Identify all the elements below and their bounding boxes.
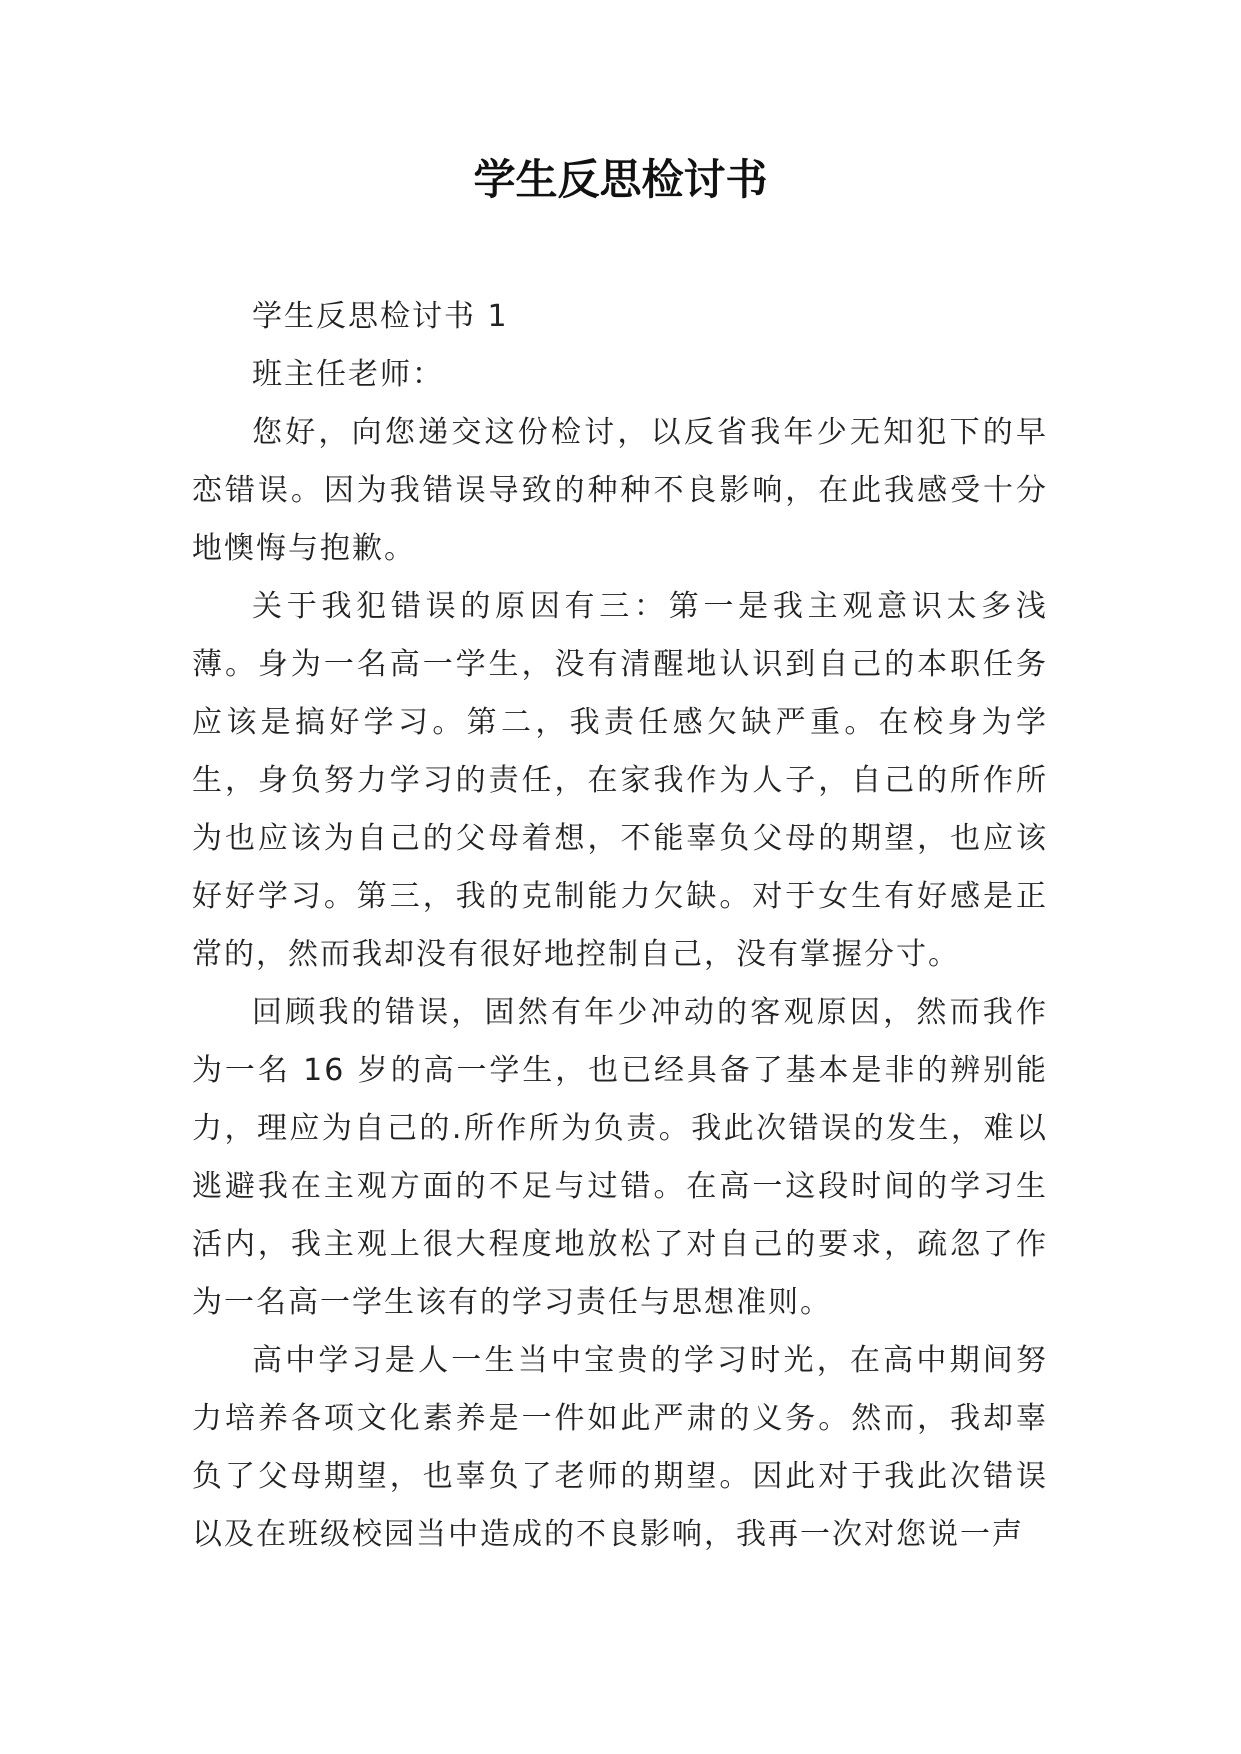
salutation: 班主任老师：	[252, 357, 444, 392]
body-paragraph: 回顾我的错误，固然有年少冲动的客观原因，然而我作为一名 16 岁的高一学生，也已经具备了基本是非的辨别能力，理应为自己的.所作所为负责。我此次错误的发生，难以逃避我在主观方面的不足与过错。在高一这段时间的学习生活内，我主观上很大程度地放松了对自己的要求，疏忽了作为一名高一学生该有的学习责任与思想准则。	[192, 995, 1048, 1320]
body-paragraph: 关于我犯错误的原因有三：第一是我主观意识太多浅薄。身为一名高一学生，没有清醒地认识到自己的本职任务应该是搞好学习。第二，我责任感欠缺严重。在校身为学生，身负努力学习的责任，在家我作为人子，自己的所作所为也应该为自己的父母着想，不能辜负父母的期望，也应该好好学习。第三，我的克制能力欠缺。对于女生有好感是正常的，然而我却没有很好地控制自己，没有掌握分寸。	[192, 589, 1048, 972]
body-paragraph: 高中学习是人一生当中宝贵的学习时光，在高中期间努力培养各项文化素养是一件如此严肃的义务。然而，我却辜负了父母期望，也辜负了老师的期望。因此对于我此次错误以及在班级校园当中造成的不良影响，我再一次对您说一声	[192, 1343, 1048, 1552]
document-title: 学生反思检讨书	[473, 155, 768, 204]
body-paragraph: 您好，向您递交这份检讨，以反省我年少无知犯下的早恋错误。因为我错误导致的种种不良影响，在此我感受十分地懊悔与抱歉。	[192, 415, 1048, 566]
document-body	[192, 288, 1048, 1564]
section-heading: 学生反思检讨书 1	[252, 299, 509, 334]
